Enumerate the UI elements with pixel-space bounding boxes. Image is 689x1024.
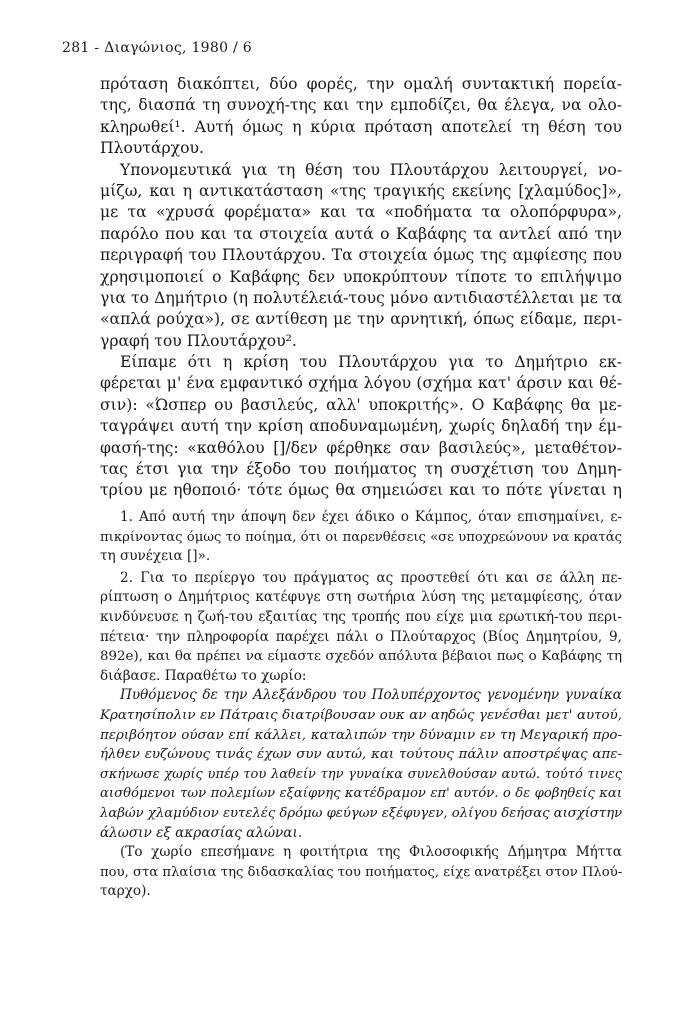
plutarch-quote <box>100 686 622 843</box>
text-line: «απλά ρούχα»), σε αντίθεση με την αρνητική, όπως είδαμε, περι- <box>100 310 622 329</box>
footnotes <box>100 508 622 902</box>
running-head: 281 - Διαγώνιος, 1980 / 6 <box>62 40 253 56</box>
quote-line: αισθόμενοι των πολεμίων εξαίφνης κατέδραμον επ' αυτόν. ο δε φοβηθείς και <box>100 786 622 802</box>
text-line: φασή-της: «καθόλου []/δεν φέρθηκε σαν βασιλεύς», μεταθέτον- <box>100 438 622 457</box>
footnote-1 <box>100 508 622 567</box>
footnote-line: 892e), και θα πρέπει να είμαστε σχεδόν απόλυτα βέβαιοι πως ο Καβάφης τη <box>100 649 622 665</box>
text-line: παρόλο που και τα στοιχεία αυτά ο Καβάφης τα αντλεί από την <box>100 224 622 243</box>
footnote-line: 1. Από αυτή την άποψη δεν έχει άδικο ο Κάμπος, όταν επισημαίνει, ε- <box>120 509 622 525</box>
quote-line: σκήνωσε χωρίς υπέρ του λαθείν την γυναίκα συνελθούσαν αυτώ. τούτό τινες <box>100 766 622 782</box>
quote-line: περιβόητον ούσαν επί κάλλει, καταλιπών την δύναμιν εν τη Μεγαρική προ- <box>100 727 622 743</box>
quote-line: Πυθόμενος δε την Αλεξάνδρου του Πολυπέρχοντος γενομένην γυναίκα <box>120 687 622 704</box>
quote-line: άλωσιν εξ ακρασίας αλώναι. <box>100 824 303 841</box>
quote-line: ήλθεν ευζώνους τινάς έχων συν αυτώ, και τούτους πάλιν αποστρέψας απε- <box>100 747 622 763</box>
text-line: περιγραφή του Πλουτάρχου. Τα στοιχεία όμως της αμφίεσης που <box>100 246 622 265</box>
text-line: της, διασπά τη συνοχή-της και την εμποδίζει, θα έλεγα, να ολο- <box>100 96 622 115</box>
footnote-line: (Το χωρίο επεσήμανε η φοιτήτρια της Φιλοσοφικής Δήμητρα Μήττα <box>120 844 622 861</box>
text-line: για το Δημήτριο (η πολυτέλειά-τους μόνο αντιδιαστέλλεται με τα <box>100 288 622 307</box>
text-line: χρησιμοποιεί ο Καβάφης δεν υποκρύπτουν τίποτε το επιλήψιμο <box>100 267 622 286</box>
footnote-line: κινδύνευσε η ζωή-του εξαιτίας της τροπής που είχε μια ερωτική-του περι- <box>100 608 622 625</box>
footnote-2 <box>100 569 622 687</box>
footnote-line: ταρχο). <box>100 883 151 900</box>
main-text <box>100 74 622 502</box>
text-line: φέρεται μ' ένα εμφαντικό σχήμα λόγου (σχήμα κατ' άρσιν και θέ- <box>100 374 622 393</box>
text-line: Υπονομευτικά για τη θέση του Πλουτάρχου λειτουργεί, νο- <box>120 160 622 179</box>
text-line: Πλουτάρχου. <box>100 139 204 158</box>
closing-note <box>100 843 622 902</box>
footnote-line: πέτεια· την πληροφορία παρέχει πάλι ο Πλούταρχος (Βίος Δημητρίου, 9, <box>100 628 622 645</box>
quote-line: Κρατησίπολιν εν Πάτραις διατρίβουσαν ουκ αν αηδώς γενέσθαι μετ' αυτού, <box>100 707 622 723</box>
text-line: ταγράψει αυτή την κρίση αποδυναμωμένη, χωρίς δηλαδή την έμ- <box>100 417 622 436</box>
text-line: τας έτσι για την έξοδο του ποιήματος τη συσχέτιση του Δημη- <box>100 460 622 479</box>
footnote-line: 2. Για το περίεργο του πράγματος ας προστεθεί ότι και σε άλλη πε- <box>120 569 622 586</box>
text-line: με τα «χρυσά φορέματα» και τα «ποδήματα τα ολοπόρφυρα», <box>100 203 622 222</box>
footnote-line: ρίπτωση ο Δημήτριος κατέφυγε στη σωτήρια λύση της μεταμφίεσης, όταν <box>100 589 622 606</box>
footnote-line: διάβασε. Παραθέτω το χωρίο: <box>100 667 307 684</box>
text-line: μίζω, και η αντικατάσταση «της τραγικής εκείνης [χλαμύδος]», <box>100 181 622 200</box>
text-line: γραφή του Πλουτάρχου². <box>100 331 297 350</box>
footnote-line: που, στα πλαίσια της διδασκαλίας του ποιήματος, είχε ανατρέξει στον Πλού- <box>100 864 623 880</box>
quote-line: λαβών χλαμύδιον ευτελές δρόμω φεύγων εξέφυγεν, ολίγου δεήσας αισχίστην <box>100 805 623 821</box>
footnote-line: πικρίνοντας όμως το ποίημα, ότι οι παρενθέσεις «σε υποχρεώνουν να κρατάς <box>100 529 622 545</box>
text-line: Είπαμε ότι η κρίση του Πλουτάρχου για το Δημήτριο εκ- <box>120 353 622 372</box>
text-line: τρίου με ηθοποιό· τότε όμως θα σημειώσει και το πότε γίνεται η <box>100 481 622 500</box>
text-line: πρόταση διακόπτει, δύο φορές, την ομαλή συντακτική πορεία- <box>100 75 622 93</box>
footnote-line: τη συνέχεια []». <box>100 548 211 565</box>
text-line: σιν): «Ώσπερ ου βασιλεύς, αλλ' υποκριτής». Ο Καβάφης θα με- <box>100 395 622 414</box>
text-line: κληρωθεί¹. Αυτή όμως η κύρια πρόταση αποτελεί τη θέση του <box>100 117 622 136</box>
